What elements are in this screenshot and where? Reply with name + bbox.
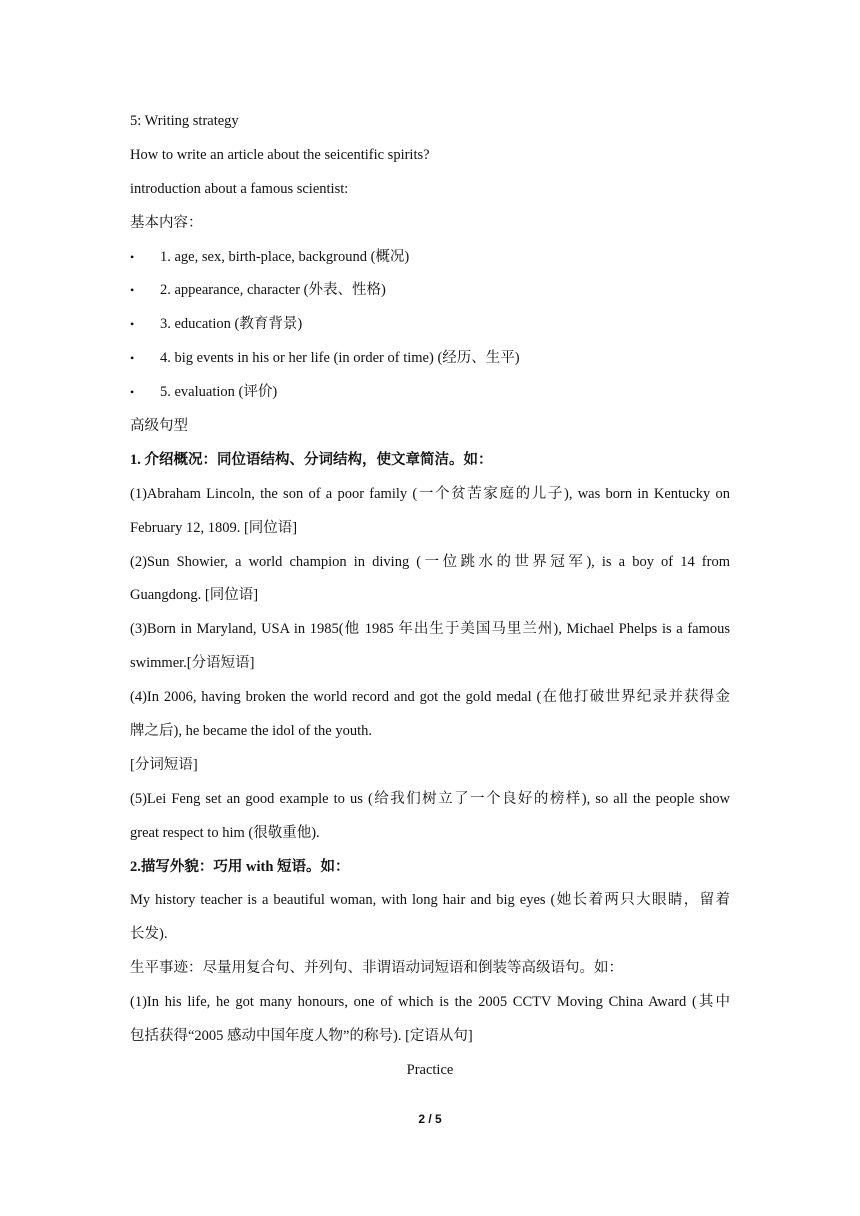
basic-content-label: 基本内容：	[130, 214, 203, 231]
section2-title: 2.描写外貌：巧用 with 短语。如：	[130, 858, 350, 875]
bullet-item	[130, 274, 730, 308]
appearance-line1: My history teacher is a beautiful woman, with long hair and big eyes (她长着两只大眼睛，留着	[130, 892, 730, 909]
bullet-dot-icon: •	[130, 385, 135, 400]
bullet-item	[130, 241, 730, 275]
page-content	[130, 105, 730, 1088]
example5-line1: (5)Lei Feng set an good example to us (给我们树立了一个良好的榜样), so all the people show	[130, 790, 730, 807]
bullet-item	[130, 376, 730, 410]
bullet-dot-icon: •	[130, 249, 135, 264]
bullet-text: 3. education (教育背景)	[160, 316, 303, 333]
example3-line1: (3)Born in Maryland, USA in 1985(他 1985 年出生于美国马里兰州), Michael Phelps is a famous	[130, 621, 730, 638]
section1-title: 1. 介绍概况：同位语结构、分词结构，使文章简洁。如：	[130, 451, 493, 468]
example2-line1: (2)Sun Showier, a world champion in diving (一位跳水的世界冠军), is a boy of 14 from	[130, 553, 730, 570]
bullet-text: 2. appearance, character (外表、性格)	[160, 282, 386, 299]
bullet-text: 1. age, sex, birth-place, background (概况)	[160, 248, 410, 265]
example4-line3: [分词短语]	[130, 756, 198, 773]
practice-heading: Practice	[406, 1061, 454, 1078]
bullet-dot-icon: •	[130, 351, 135, 366]
life-example-line2: 包括获得“2005 感动中国年度人物”的称号). [定语从句]	[130, 1028, 473, 1045]
example5-line2: great respect to him (很敬重他).	[130, 824, 320, 841]
life-events-label: 生平事迹：尽量用复合句、并列句、非谓语动词短语和倒装等高级语句。如：	[130, 960, 623, 977]
example1-line1: (1)Abraham Lincoln, the son of a poor family (一个贫苦家庭的儿子), was born in Kentucky on	[130, 485, 730, 502]
appearance-line2: 长发).	[130, 926, 168, 943]
bullet-dot-icon: •	[130, 317, 135, 332]
example1-line2: February 12, 1809. [同位语]	[130, 519, 298, 536]
bullet-text: 5. evaluation (评价)	[160, 384, 278, 401]
page-number: 2 / 5	[418, 1112, 442, 1126]
example2-line2: Guangdong. [同位语]	[130, 587, 259, 604]
bullet-item	[130, 308, 730, 342]
advanced-sentences-label: 高级句型	[130, 418, 188, 435]
life-example-line1: (1)In his life, he got many honours, one of which is the 2005 CCTV Moving China Award (其中	[130, 994, 730, 1011]
question-text: How to write an article about the seicentific spirits?	[130, 146, 430, 163]
bullet-text: 4. big events in his or her life (in order of time) (经历、生平)	[160, 350, 520, 367]
example4-line1: (4)In 2006, having broken the world record and got the gold medal (在他打破世界纪录并获得金	[130, 689, 730, 706]
intro-text: introduction about a famous scientist:	[130, 180, 349, 197]
bullet-dot-icon: •	[130, 283, 135, 298]
bullet-item	[130, 342, 730, 376]
example3-line2: swimmer.[分语短语]	[130, 655, 255, 672]
section-heading: 5: Writing strategy	[130, 113, 239, 129]
example4-line2: 牌之后), he became the idol of the youth.	[130, 723, 373, 740]
